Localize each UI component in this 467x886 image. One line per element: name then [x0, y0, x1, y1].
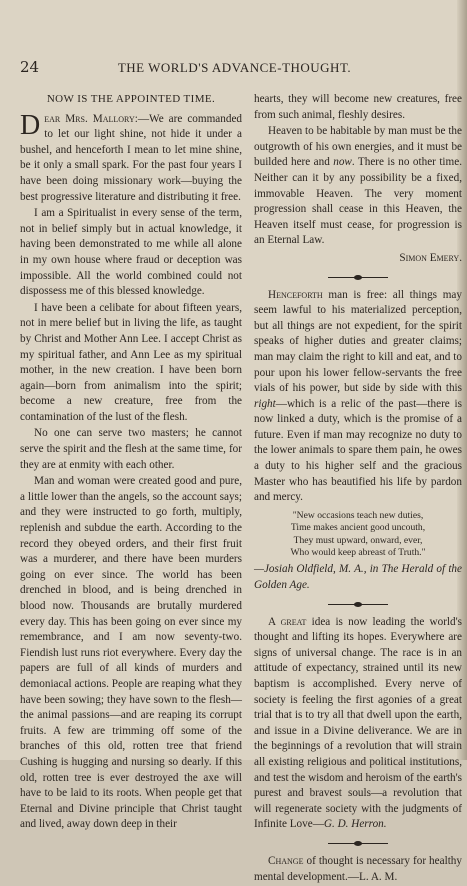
poem-line: They must upward, onward, ever, — [293, 534, 423, 546]
attribution: —Josiah Oldfield, M. A., in The Herald of the Golden Age. — [254, 563, 462, 592]
paragraph: Dear Mrs. Mallory:—We are commanded to let our light shine, not hide it under a bushel, and henceforth I mean to let mine shine, be it only a small spark. For the past four years I have been doing missionary work—buying the best progressive literature and distributing it free. — [20, 109, 242, 203]
paragraph: I have been a celibate for about fifteen years, not in mere belief but in living the life, as taught by Christ and Mother Ann Lee. I accept Christ as my spiritual father, and Ann Lee as my spiritual mother, in the new creation. I have been born again—born from animalism into the spirit; become a new creature, free from the contamination of the lust of the flesh. — [20, 301, 242, 423]
page-header — [20, 58, 449, 80]
paragraph: Change of thought is necessary for healthy mental development.—L. A. M. — [254, 854, 462, 883]
paragraph: Heaven to be habitable by man must be the outgrowth of his own energies, and it must be builded here and now. There is no other time. Neither can it by any possibility be a fixed, immovable Heaven. The very moment progression shall cease in this Heaven, the Heaven itself must cease, for progression is an Eternal Law. — [254, 125, 462, 247]
section-divider — [328, 604, 388, 605]
left-column — [20, 92, 242, 834]
poem-line: Time makes ancient good uncouth, — [290, 522, 426, 534]
right-column — [254, 92, 462, 886]
salutation: ear Mrs. Mallory — [44, 112, 135, 125]
paragraph: Man and woman were created good and pure, a little lower than the angels, so the account says; and they were instructed to go forth, multiply, replenish and subdue the earth. According to the record they obeyed orders, and their first fruit was a murderer, and there have been murders going on ever since. The world has been drenched in blood, and is being drenched in blood now. Thousands are brutally murdered every day. This has been going on ever since my remembrance, and I am now seventy-two. Fiendish lust runs riot everywhere. Every day the papers are full of all kinds of murders and demoniacal actions. People are reaping what they have been sowing; they have sown to the flesh—the animal passions—and are reaping its corrupt fruits. A few are trimming off some of the branches of this old, rotten tree that friend Cushing is hugging and nursing so dearly. If this old, rotten tree is ever destroyed the axe will have to be laid to its roots. When people get that Eternal and Divine principle that Christ taught and lived, away down deep in their — [20, 475, 242, 831]
paragraph: No one can serve two masters; he cannot serve the spirit and the flesh at the same time, for they are at enmity with each other. — [20, 427, 242, 471]
poem-line: "New occasions teach new duties, — [292, 509, 424, 521]
paragraph: A great idea is now leading the world's thought and lifting its hopes. Everywhere are signs of universal change. The race is in an attitude of expectancy, strained until its new baptism is accomplished. Every nerve of society is feeling the first agonies of a great trial that is to try all that dwell upon the earth, and issue in a Divine deliverance. We are in the beginnings of a revolution that will strain all existing religious and political institutions, and test the wisdom and heroism of the earth's purest and bravest souls—a revolution that will regenerate society with the judgments of Infinite Love—G. D. Herron. — [254, 615, 462, 831]
page-number: 24 — [20, 58, 40, 76]
paragraph: hearts, they will become new creatures, free from such animal, fleshly desires. — [254, 93, 462, 121]
article-title: NOW IS THE APPOINTED TIME. — [46, 93, 216, 105]
paragraph: Henceforth man is free: all things may seem lawful to his materialized perception, but all things are not expedient, for the spirit speaks of higher duties and greater claims; man may claim the right to kill and eat, and to pour upon his lower fellow-servants the free vials of his power, but side by side with this right—which is a relic of the past—there is now linked a duty, which is the promise of a future. Even if man may recognize no duty to the lower animals to spare them pain, he owes a duty to his higher self and the gracious Master who has beautified his life by pardon and mercy. — [254, 288, 462, 504]
poem-line: Who would keep abreast of Truth." — [290, 547, 426, 559]
author: G. D. Herron. — [323, 818, 387, 831]
poem — [254, 510, 462, 560]
drop-cap: D — [20, 109, 41, 141]
paragraph: I am a Spiritualist in every sense of the term, not in belief simply but in actual knowledge, it having been demonstrated to me while all alone in my own house where fraud or deception was impossible. All the world combined could not dispossess me of this blessed knowledge. — [20, 207, 242, 298]
section-divider — [328, 277, 388, 278]
running-title: THE WORLD'S ADVANCE-THOUGHT. — [117, 60, 352, 75]
signature: Simon Emery. — [399, 251, 462, 264]
section-divider — [328, 843, 388, 844]
